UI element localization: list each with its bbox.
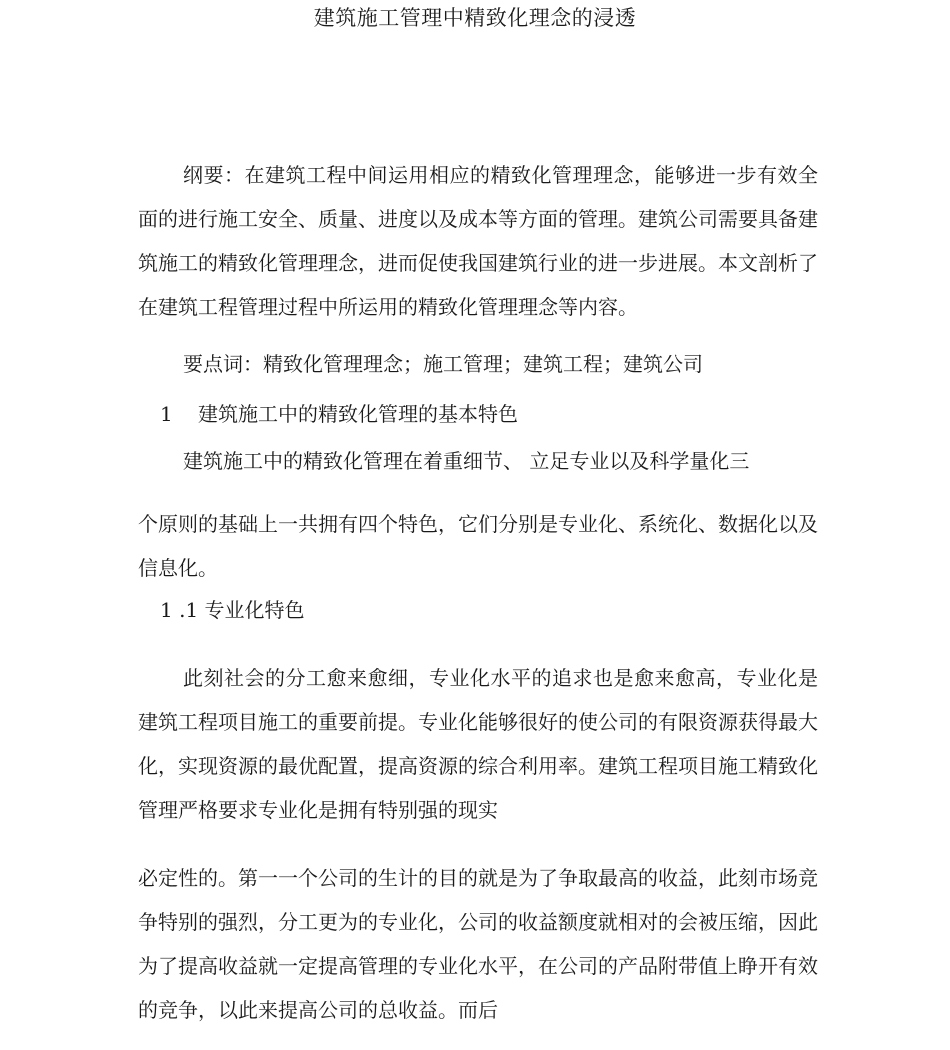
keywords-line: 要点词：精致化管理理念；施工管理；建筑工程；建筑公司 — [183, 352, 703, 376]
section-1-1-paragraph-1: 此刻社会的分工愈来愈细，专业化水平的追求也是愈来愈高，专业化是建筑工程项目施工的重要前提。专业化能够很好的使公司的有限资源获得最大化，实现资源的最优配置，提高资源的综合利用率。建筑工程项目施工精致化管理严格要求专业化是拥有特别强的现实 — [138, 666, 818, 822]
section-1-paragraph-first-line: 建筑施工中的精致化管理在着重细节、 立足专业以及科学量化三 — [183, 449, 750, 473]
section-1-1-heading: 1 .1 专业化特色 — [160, 598, 305, 622]
section-1-title: 建筑施工中的精致化管理的基本特色 — [198, 402, 518, 426]
section-1-1-paragraph-2: 必定性的。第一一个公司的生计的目的就是为了争取最高的收益，此刻市场竞争特别的强烈，分工更为的专业化，公司的收益额度就相对的会被压缩，因此为了提高收益就一定提高管理的专业化水平，在公司的产品附带值上睁开有效的竞争，以此来提高公司的总收益。而后 — [138, 866, 818, 1022]
section-1-heading — [160, 400, 518, 428]
abstract-paragraph: 纲要：在建筑工程中间运用相应的精致化管理理念，能够进一步有效全面的进行施工安全、质量、进度以及成本等方面的管理。建筑公司需要具备建筑施工的精致化管理理念，进而促使我国建筑行业的进一步进展。本文剖析了在建筑工程管理过程中所运用的精致化管理理念等内容。 — [138, 163, 818, 319]
document-title: 建筑施工管理中精致化理念的浸透 — [313, 6, 637, 30]
section-1-paragraph-rest: 个原则的基础上一共拥有四个特色，它们分别是专业化、系统化、数据化以及信息化。 — [138, 512, 818, 580]
section-1-number: 1 — [160, 402, 173, 426]
